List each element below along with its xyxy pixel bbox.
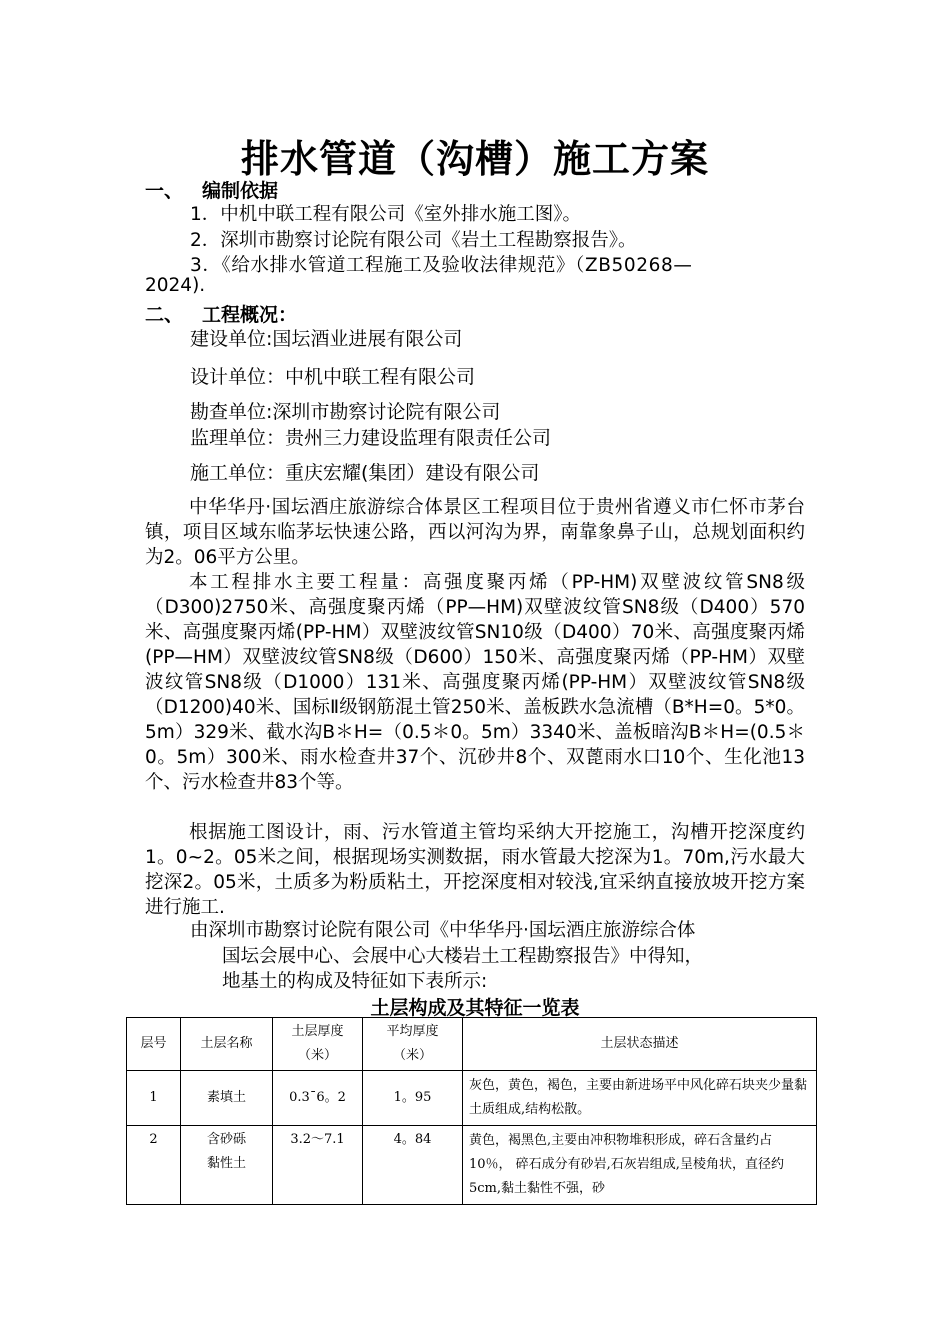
section1-heading: 编制依据 [202,180,279,202]
header-layer-thickness [273,1018,363,1071]
header-avg-thickness [363,1018,463,1071]
soil-report-paragraph [190,918,810,995]
basis-item-3: 3．《给水排水管道工程施工及验收法律规范》（ZB50268— [190,255,693,276]
project-location-paragraph: 中华华丹·国坛酒庄旅游综合体景区工程项目位于贵州省遵义市仁怀市茅台镇，项目区域东临茅坛快速公路，西以河沟为界，南靠象鼻子山，总规划面积约为2。06平方公里。 [145,497,805,568]
basis-item-3-cont: 2024). [145,275,206,296]
section1-number: 一、 [145,180,184,202]
cell-avg-thickness: 1。95 [363,1071,463,1126]
header-layer-no: 层号 [127,1018,181,1071]
cell-layer-name-line2: 黏性土 [206,1156,246,1171]
excavation-paragraph: 根据施工图设计，雨、污水管道主管均采纳大开挖施工，沟槽开挖深度约1。0~2。05米之间，根据现场实测数据，雨水管最大挖深为1。70m,污水最大挖深2。05米，土质多为粉质粘土，开挖深度相对较浅,宜采纳直接放坡开挖方案进行施工. [145,822,805,918]
header-avg-line1: 平均厚度 [386,1024,439,1039]
table-row [127,1126,817,1205]
soil-report-line-3: 地基土的构成及特征如下表所示: [222,971,488,992]
survey-unit: 勘查单位:深圳市勘察讨论院有限公司 [190,401,501,423]
section2-heading: 工程概况： [202,304,298,326]
basis-item-2: 2．深圳市勘察讨论院有限公司《岩土工程勘察报告》。 [190,230,637,251]
soil-report-line-1: 由深圳市勘察讨论院有限公司《中华华丹·国坛酒庄旅游综合体 [190,920,696,941]
header-thickness-line2: （米） [297,1048,337,1063]
header-avg-line2: （米） [392,1048,432,1063]
cell-description: 黄色，褐黑色,主要由冲积物堆积形成，碎石含量约占10％， 碎石成分有砂岩,石灰岩组成,呈棱角状，直径约5cm,黏土黏性不强，砂 [463,1126,817,1205]
cell-layer-name-line1: 含砂砾 [206,1132,246,1147]
cell-avg-thickness: 4。84 [363,1126,463,1205]
construction-unit: 建设单位:国坛酒业进展有限公司 [190,328,463,350]
soil-report-line-2: 国坛会展中心、会展中心大楼岩土工程勘察报告》中得知， [222,945,704,967]
cell-description: 灰色，黄色，褐色，主要由新进场平中风化碎石块夹少量黏土质组成,结构松散。 [463,1071,817,1126]
table-header-row [127,1018,817,1071]
cell-thickness: 0.3¯6。2 [273,1071,363,1126]
cell-layer-no: 2 [127,1126,181,1205]
cell-layer-no: 1 [127,1071,181,1126]
design-unit: 设计单位：中机中联工程有限公司 [190,366,476,388]
contractor-unit: 施工单位：重庆宏耀(集团）建设有限公司 [190,462,540,484]
header-layer-name: 土层名称 [181,1018,273,1071]
quantities-paragraph: 本工程排水主要工程量：高强度聚丙烯（PP-HM)双壁波纹管SN8级（D300)2750米、高强度聚丙烯（PP—HM)双壁波纹管SN8级（D400）570米、高强度聚丙烯(PP-HM）双壁波纹管SN10级（D400）70米、高强度聚丙烯(PP—HM）双壁波纹管SN8级（D600）150米、高强度聚丙烯（PP-HM）双壁波纹管SN8级（D1000）131米、高强度聚丙烯(PP-HM）双壁波纹管SN8级（D1200)40米、国标Ⅱ级钢筋混土管250米、盖板跌水急流槽（B*H=0。5*0。5m）329米、截水沟B＊H=（0.5＊0。5m）3340米、盖板暗沟B＊H=(0.5＊0。5m）300米、雨水检查井37个、沉砂井8个、双蓖雨水口10个、生化池13个、污水检查井83个等。 [145,572,805,793]
basis-item-1: 1．中机中联工程有限公司《室外排水施工图》。 [190,204,582,225]
document-title: 排水管道（沟槽）施工方案 [240,137,709,181]
soil-layer-table [126,1017,817,1205]
section2-number: 二、 [145,304,184,326]
cell-layer-name [181,1126,273,1205]
supervision-unit: 监理单位：贵州三力建设监理有限责任公司 [190,427,552,449]
table-caption: 土层构成及其特征一览表 [370,997,580,1019]
header-description: 土层状态描述 [463,1018,817,1071]
table-row [127,1071,817,1126]
cell-thickness: 3.2～7.1 [273,1126,363,1205]
header-thickness-line1: 土层厚度 [291,1024,344,1039]
cell-layer-name: 素填土 [181,1071,273,1126]
